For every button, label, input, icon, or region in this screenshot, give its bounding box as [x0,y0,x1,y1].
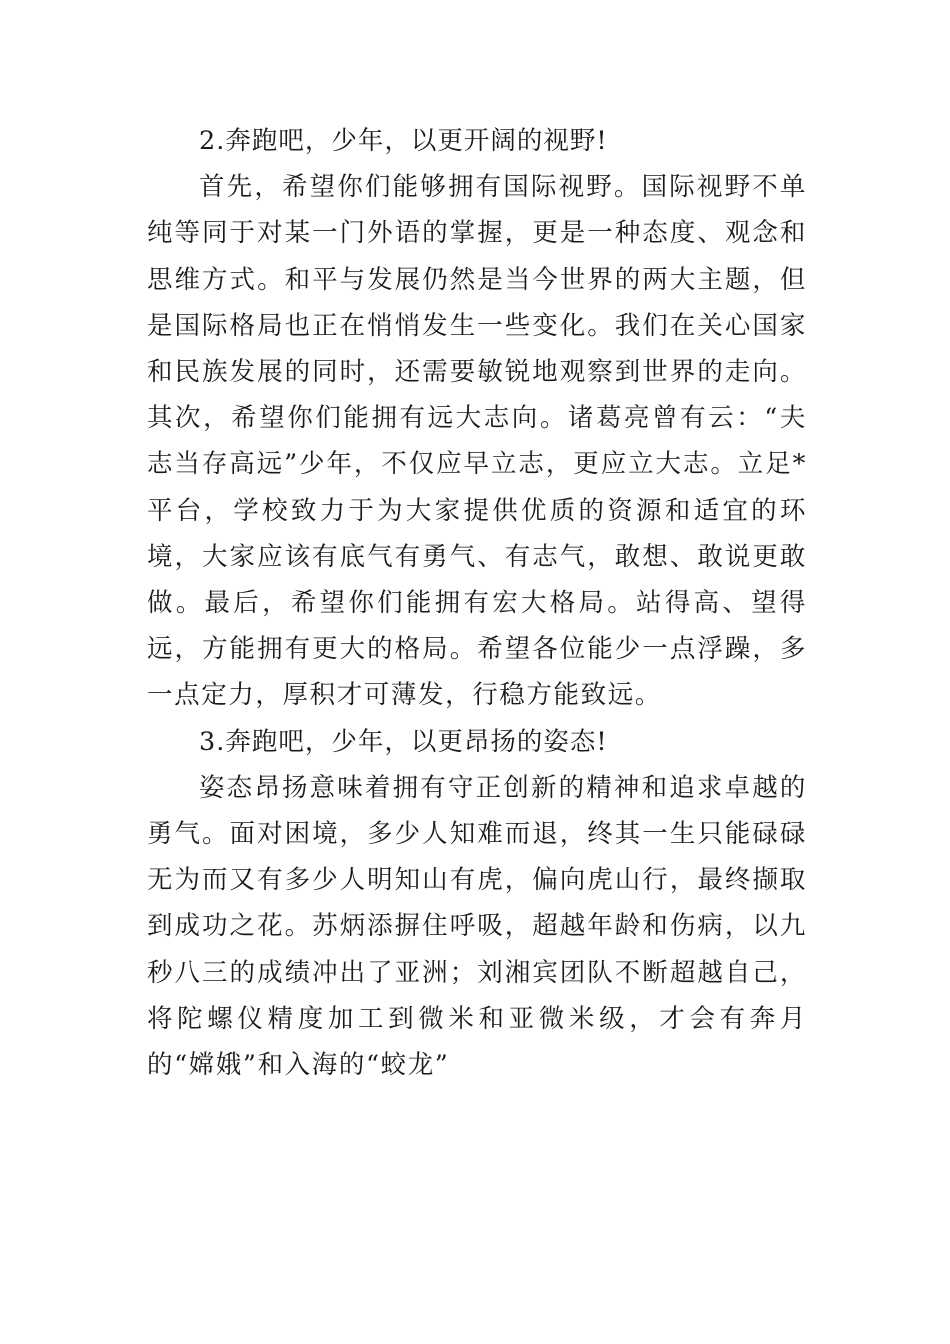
section-3-heading: 3.奔跑吧，少年，以更昂扬的姿态! [199,726,608,757]
section-2-heading: 2.奔跑吧，少年，以更开阔的视野! [199,126,608,156]
section-3-paragraph: 姿态昂扬意味着拥有守正创新的精神和追求卓越的勇气。面对困境，多少人知难而退，终其一生只能碌碌无为而又有多少人明知山有虎，偏向虎山行，最终撷取到成功之花。苏炳添摒住呼吸，超越年龄和伤病，以九秒八三的成绩冲出了亚洲；刘湘宾团队不断超越自己，将陀螺仪精度加工到微米和亚微米级，才会有奔月的“嫦娥”和入海的“蛟龙” [147,772,807,1081]
section-2-paragraph: 首先，希望你们能够拥有国际视野。国际视野不单纯等同于对某一门外语的掌握，更是一种态度、观念和思维方式。和平与发展仍然是当今世界的两大主题，但是国际格局也正在悄悄发生一些变化。我们在关心国家和民族发展的同时，还需要敏锐地观察到世界的走向。其次，希望你们能拥有远大志向。诸葛亮曾有云：“夫志当存高远”少年，不仅应早立志，更应立大志。立足*平台，学校致力于为大家提供优质的资源和适宜的环境，大家应该有底气有勇气、有志气，敢想、敢说更敢做。最后，希望你们能拥有宏大格局。站得高、望得远，方能拥有更大的格局。希望各位能少一点浮躁，多一点定力，厚积才可薄发，行稳方能致远。 [147,172,807,711]
document-body [147,118,807,1088]
